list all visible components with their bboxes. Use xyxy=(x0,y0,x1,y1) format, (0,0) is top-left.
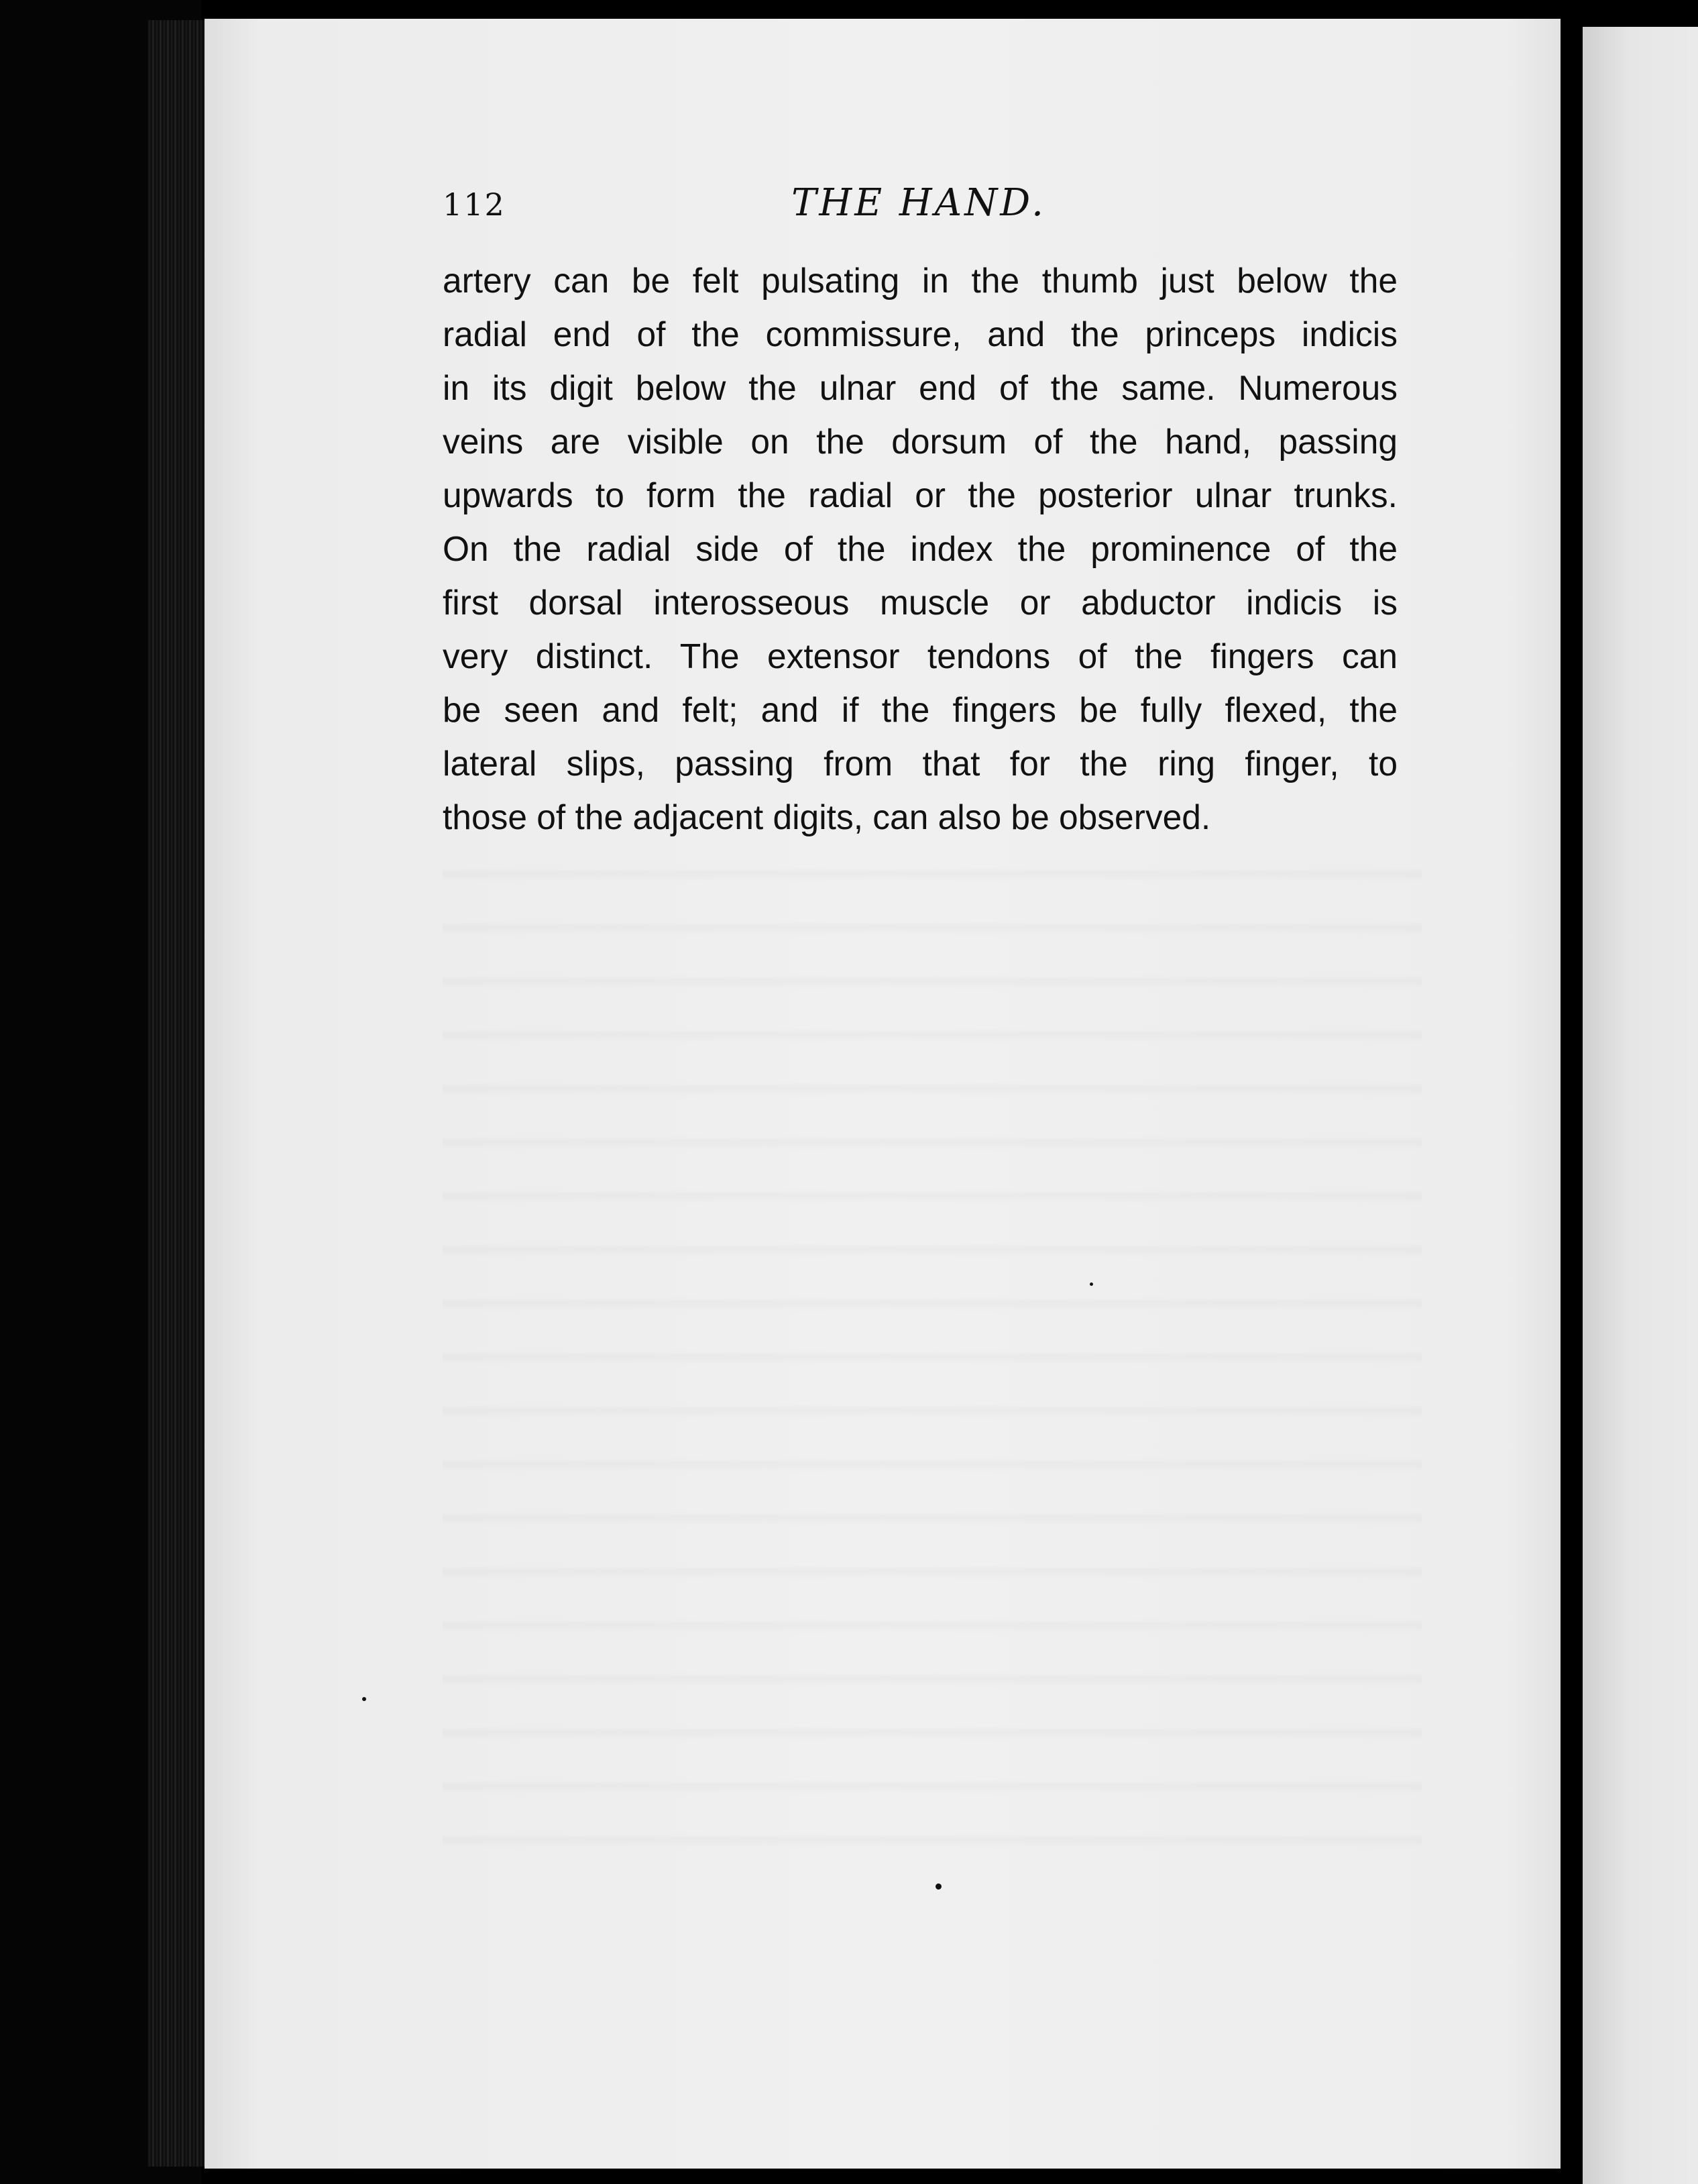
show-through-texture xyxy=(443,838,1422,1858)
page-number: 112 xyxy=(443,186,506,223)
text-line: first dorsal interosseous muscle or abductor indicis is xyxy=(443,583,1398,622)
running-head xyxy=(443,181,1395,241)
text-line: artery can be felt pulsating in the thumb just below the xyxy=(443,261,1398,300)
text-line: very distinct. The extensor tendons of the fingers can xyxy=(443,637,1398,675)
scan-speck xyxy=(1090,1282,1093,1286)
text-line: On the radial side of the index the prominence of the xyxy=(443,529,1398,568)
page-divider xyxy=(1561,0,1583,2184)
facing-page-edge xyxy=(1583,27,1698,2184)
text-line: upwards to form the radial or the posterior ulnar trunks. xyxy=(443,476,1398,514)
scan-speck xyxy=(936,1883,942,1890)
text-line: veins are visible on the dorsum of the hand, passing xyxy=(443,422,1398,461)
text-line: radial end of the commissure, and the princeps indicis xyxy=(443,315,1398,353)
text-line: be seen and felt; and if the fingers be fully flexed, the xyxy=(443,690,1398,729)
body-paragraph xyxy=(443,254,1398,844)
scan-speck xyxy=(362,1697,366,1701)
running-title: THE HAND. xyxy=(791,181,1046,225)
text-line: those of the adjacent digits, can also be observed. xyxy=(443,798,1211,836)
text-line: in its digit below the ulnar end of the same. Numerous xyxy=(443,368,1398,407)
page-edges xyxy=(148,20,208,2167)
text-line: lateral slips, passing from that for the ring finger, to xyxy=(443,744,1398,783)
